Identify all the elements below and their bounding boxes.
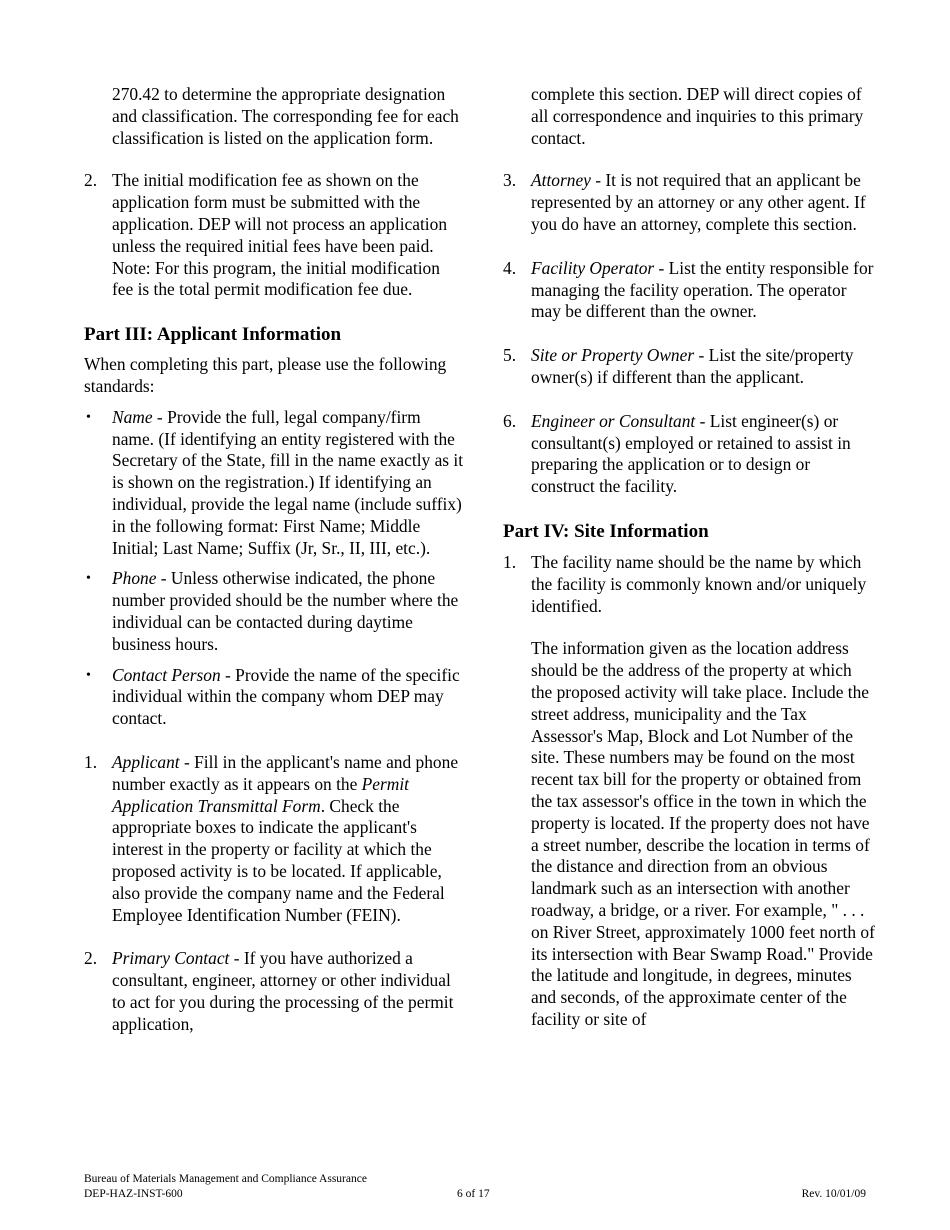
bullet-name: • Name - Provide the full, legal company/firm name. (If identifying an entity registered with the Secretary of the State, fill in the name exactly as it is shown on the registration.) If identifying an individual, provide the legal name (include suffix) in the following format: First Name; Middle Initial; Last Name; Suffix (Jr, Sr., II, III, etc.). (86, 406, 464, 558)
primary-contact-item: 2. Primary Contact - If you have authorized a consultant, engineer, attorney or other individual to act for you during the processing of the permit application, (84, 948, 454, 1034)
term: Attorney (531, 170, 591, 191)
footer-doc-id: DEP-HAZ-INST-600 (84, 1188, 183, 1200)
engineer-consultant-item: 6. Engineer or Consultant - List engineer(s) or consultant(s) employed or retained to assist in preparing the application or to design or construct the facility. (503, 410, 851, 497)
facility-operator-item: 4. Facility Operator - List the entity responsible for managing the facility operation. The operator may be different than the owner. (503, 257, 874, 322)
term: Primary Contact (112, 948, 230, 969)
right-column (503, 84, 875, 1031)
attorney-item: 3. Attorney - It is not required that an applicant be represented by an attorney or any other agent. If you do have an attorney, complete this section. (503, 170, 866, 234)
footer-bureau: Bureau of Materials Management and Compliance Assurance (84, 1173, 367, 1185)
term: Name (112, 406, 153, 427)
location-address-paragraph: The information given as the location address should be the address of the property at which the proposed activity will take place. Include the street address, municipality and the Tax Assessor's Map, Block and Lot Number of the site. These numbers may be found on the most recent tax bill for the property or obtained from the tax assessor's office in the town in which the property is located. If the property does not have a street number, describe the location in terms of the distance and direction from an obvious landmark such as an intersection with another roadway, a bridge, or a river. For example, " . . . on River Street, approximately 1000 feet north of its intersection with Bear Swamp Road." Provide the latitude and longitude, in degrees, minutes and seconds, of the approximate center of the facility or site of (531, 638, 875, 1029)
primary-contact-continuation: complete this section. DEP will direct copies of all correspondence and inquiries to this primary contact. (531, 84, 864, 148)
form-name: Permit Application Transmittal Form (112, 773, 410, 816)
footer-page-number: 6 of 17 (457, 1188, 490, 1200)
item-number: 2. (84, 170, 98, 191)
footer-revision: Rev. 10/01/09 (801, 1188, 866, 1200)
part3-intro: When completing this part, please use the following standards: (84, 354, 447, 396)
item-text: The initial modification fee as shown on the application form must be submitted with the application. DEP will not process an application unless the required initial fees have been paid. Note: For this program, the initial modification fee is the total permit modification fee due. (112, 170, 448, 300)
term: Site or Property Owner (531, 345, 695, 366)
term: Facility Operator (531, 257, 655, 278)
term: Engineer or Consultant (531, 410, 696, 431)
part3-heading: Part III: Applicant Information (84, 324, 342, 346)
property-owner-item: 5. Site or Property Owner - List the site/property owner(s) if different than the applicant. (503, 345, 854, 387)
bullet-contact-person: • Contact Person - Provide the name of the specific individual within the company whom DEP may contact. (86, 664, 460, 729)
part4-heading: Part IV: Site Information (503, 520, 709, 542)
applicant-item: 1. Applicant - Fill in the applicant's name and phone number exactly as it appears on the Permit Application Transmittal Form. Check the appropriate boxes to indicate the applicant's interest in the property or facility at which the proposed activity is to be located. If applicable, also provide the company name and the Federal Employee Identification Number (FEIN). (84, 751, 459, 925)
left-column (84, 84, 464, 1035)
fee-item-2 (84, 170, 464, 301)
bullet-phone: • Phone - Unless otherwise indicated, the phone number provided should be the number where the individual can be contacted during daytime business hours. (86, 568, 459, 654)
facility-name-item: 1. The facility name should be the name by which the facility is commonly known and/or uniquely identified. (503, 551, 867, 616)
intro-continuation: 270.42 to determine the appropriate designation and classification. The corresponding fee for each classification is listed on the application form. (112, 84, 459, 148)
term: Contact Person (112, 664, 221, 685)
term: Applicant (112, 751, 180, 772)
term: Phone (112, 568, 157, 589)
